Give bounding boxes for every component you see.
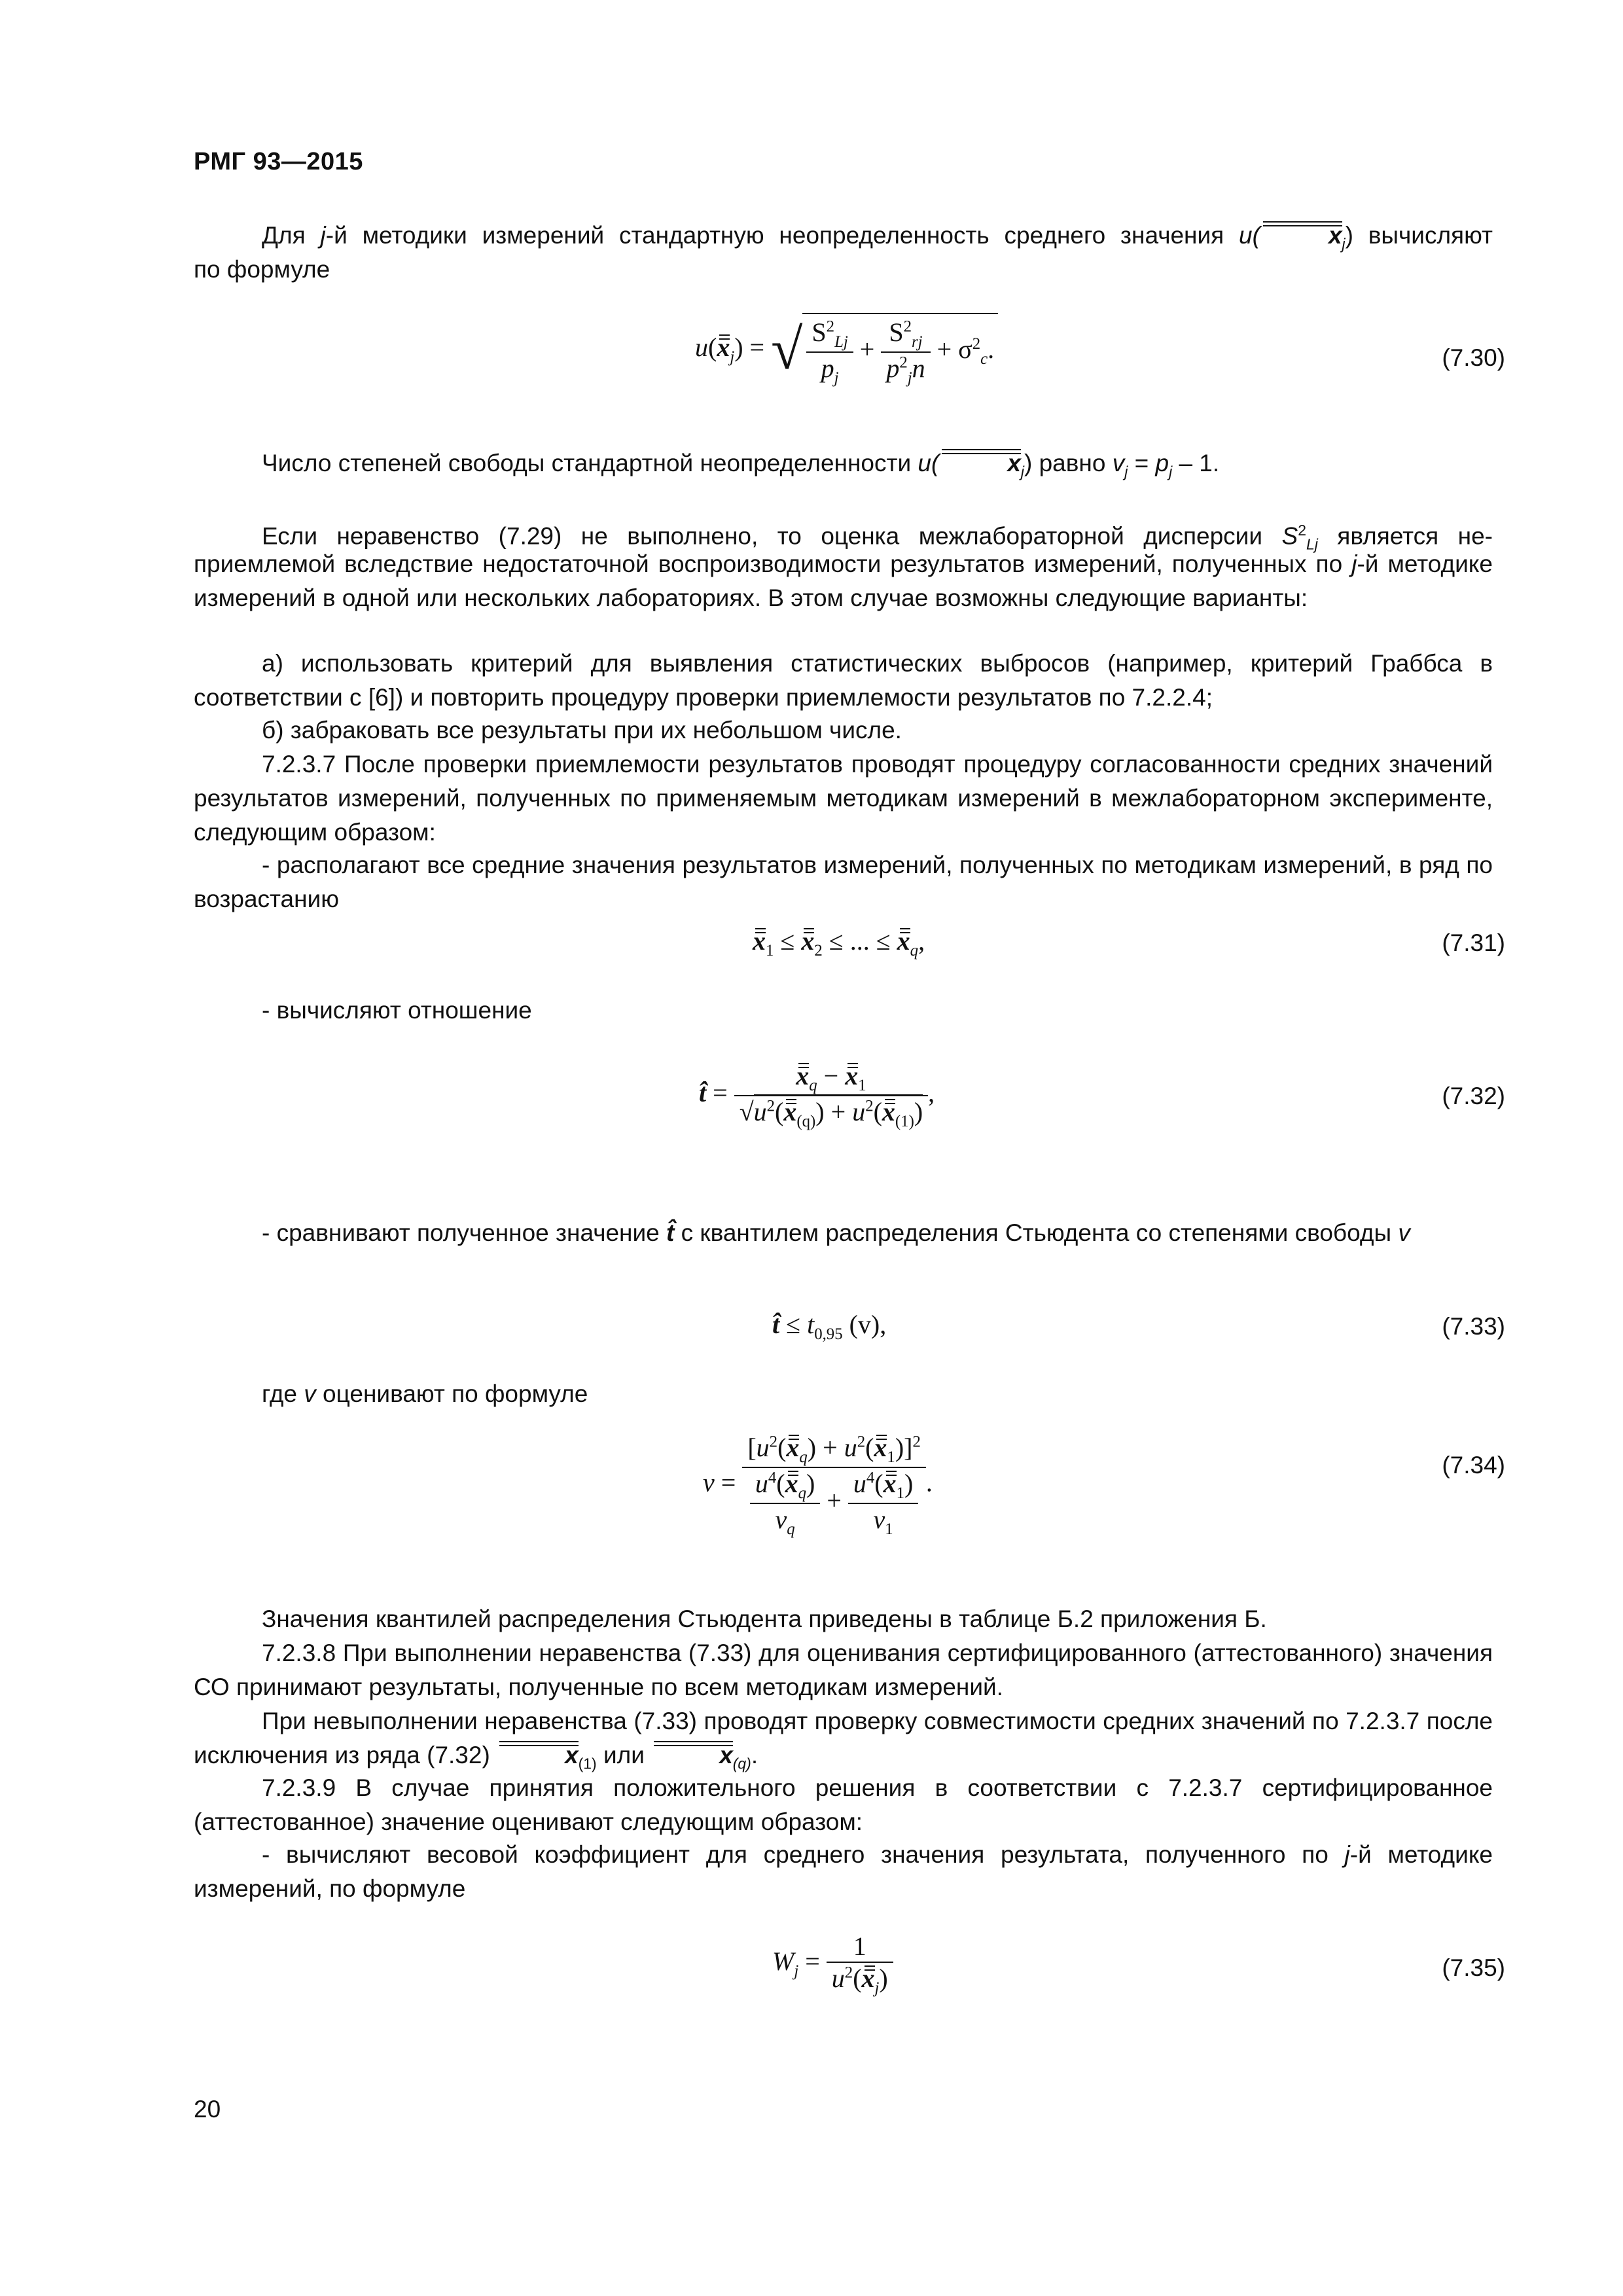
paragraph-7-2-3-7: 7.2.3.7 После проверки приемлемости результатов проводят процедуру согласованности средних значений результатов измерений, полученных по применяемым методикам измерений в межлабораторном эксперименте, следующим образом: bbox=[194, 751, 1493, 846]
bullet-sort-ascending: - располагают все средние значения результатов измерений, полученных по методикам измерений, в ряд по возрастанию bbox=[194, 852, 1493, 912]
equation-number-7-30: (7.30) bbox=[1442, 344, 1505, 371]
equation-number-7-32: (7.32) bbox=[1442, 1083, 1505, 1109]
equation-number-7-34: (7.34) bbox=[1442, 1452, 1505, 1479]
equation-number-7-31: (7.31) bbox=[1442, 929, 1505, 956]
paragraph-degrees-of-freedom: Число степеней свободы стандартной неопределенности u( $x_j$) равно $v_j = p_j - 1$. bbox=[194, 446, 1493, 488]
paragraph-7-2-3-9: 7.2.3.9 В случае принятия положительного решения в соответствии с 7.2.3.7 сертифицированное (аттестованное) значение оценивают следующим образом: bbox=[194, 1774, 1493, 1835]
equation-7-35: $W_j$ = $\frac{1}{u^2(x_j)}$ bbox=[772, 1931, 893, 1998]
equation-7-33: t̂ ≤ $t_{0,95}$ (v), bbox=[772, 1310, 887, 1343]
paragraph-quantile-table: Значения квантилей распределения Стьюдента приведены в таблице Б.2 приложения Б. bbox=[262, 1605, 1267, 1632]
equation-7-30: $u(x_j)$ = √ $\frac{S^2_{Lj}}{p_j}$ + $\frac{S^2_{rj}}{p^2_jn}$ + $\sigma^2_c$. bbox=[695, 313, 998, 387]
paragraph-intro: Для j-й методики измерений стандартную неопределенность среднего значения u( $x_j$) вычисляют bbox=[194, 219, 1493, 260]
equation-7-34: v = $[u^2(x_q) + u^2(x_1)]^2$ $\frac{u^4(x_q)}{v_q}$ + $\frac{u^4(x_1)}{v_1}$ . bbox=[703, 1433, 933, 1538]
paragraph-intro-line2: по формуле bbox=[194, 256, 330, 283]
document-header: РМГ 93—2015 bbox=[194, 148, 363, 175]
paragraph-where-v: где v оценивают по формуле bbox=[262, 1380, 588, 1407]
equation-number-7-35: (7.35) bbox=[1442, 1954, 1505, 1981]
equation-7-32: t̂ = $\frac{x_q - x_1}{√u^2(x_{(q)}) + u^2(x_{(1)})}$ , bbox=[699, 1061, 935, 1130]
paragraph-7-2-3-8: 7.2.3.8 При выполнении неравенства (7.33) для оценивания сертифицированного (аттестованного) значения СО принимают результаты, полученные по всем методикам измерений. bbox=[194, 1640, 1493, 1700]
equation-number-7-33: (7.33) bbox=[1442, 1313, 1505, 1340]
paragraph-inequality-line1: Если неравенство (7.29) не выполнено, то оценка межлабораторной дисперсии $S^2_{Lj}$ является не- bbox=[262, 522, 1493, 553]
bullet-compare-quantile: - сравнивают полученное значение t̂ с квантилем распределения Стьюдента со степенями свободы v bbox=[262, 1219, 1410, 1246]
paragraph-non-fulfilment: При невыполнении неравенства (7.33) проводят проверку совместимости средних значений по 7.2.3.7 после исключения из ряда (7.32) $x_{(1)}$ или $x_{(q)}$. bbox=[194, 1708, 1493, 1772]
list-item-b: б) забраковать все результаты при их небольшом числе. bbox=[262, 717, 902, 744]
bullet-compute-ratio: - вычисляют отношение bbox=[262, 997, 532, 1024]
page-number: 20 bbox=[194, 2096, 221, 2123]
list-item-a: а) использовать критерий для выявления статистических выбросов (например, критерий Граббса в соответствии с [6]) и повторить процедуру проверки приемлемости результатов по 7.2.2.4; bbox=[194, 650, 1493, 711]
equation-7-31: $x_1 \le x_2$ ≤ ... ≤ $x_q$, bbox=[753, 926, 925, 960]
paragraph-inequality-rest: приемлемой вследствие недостаточной воспроизводимости результатов измерений, полученных по j-й методике измерений в одной или нескольких лабораториях. В этом случае возможны следующие варианты: bbox=[194, 550, 1493, 611]
bullet-weight-coefficient: - вычисляют весовой коэффициент для среднего значения результата, полученного по j-й методике измерений, по формуле bbox=[194, 1841, 1493, 1902]
